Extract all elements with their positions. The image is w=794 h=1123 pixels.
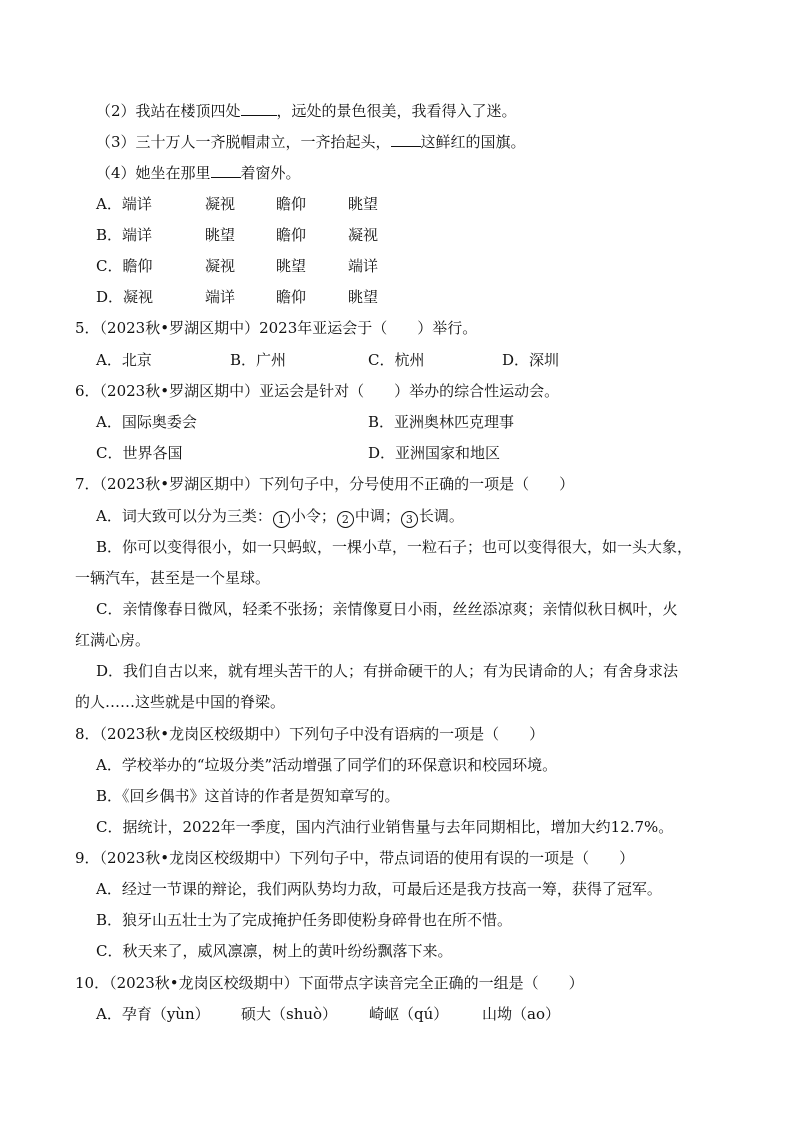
q10-option-a-w3: 崎岖（qú） [369,1005,449,1023]
sentence-2 [96,100,517,121]
q7-option-b-line-1: B．你可以变得很小，如一只蚂蚁，一棵小草，一粒石子；也可以变得很大，如一头大象， [96,538,693,556]
q5-option-d: D．深圳 [502,351,560,369]
question-10-options [96,1004,696,1024]
sentence-2-part-a: （2）我站在楼顶四处 [96,102,241,120]
q4-option-c-w4: 端详 [348,257,379,275]
q7-option-b-line-2: 一辆汽车，甚至是一个星球。 [75,569,271,587]
sentence-2-part-b: ，远处的景色很美，我看得入了迷。 [276,102,517,120]
sentence-4-part-b: 着窗外。 [240,164,301,182]
q9-option-c: C．秋天来了，威风凛凛，树上的黄叶纷纷飘落下来。 [96,942,453,960]
question-8-stem: 8．（2023秋•龙岗区校级期中）下列句子中没有语病的一项是（ ） [75,725,545,743]
fill-blank [241,100,277,116]
q9-option-a: A．经过一节课的辩论，我们两队势均力敌，可最后还是我方技高一筹，获得了冠军。 [96,880,662,898]
circled-number-2: 2 [337,511,354,528]
q4-option-b-w1: B．端详 [96,226,153,244]
q7-option-a-item-3: 长调。 [418,507,464,525]
question-6-stem: 6．（2023秋•罗湖区期中）亚运会是针对（ ）举办的综合性运动会。 [75,382,560,400]
q7-option-a-text: A．词大致可以分为三类： [96,507,272,525]
q4-option-b-w2: 眺望 [205,226,236,244]
q4-option-row [96,287,496,307]
q4-option-d-w1: D．凝视 [96,288,154,306]
q10-option-a-w2: 硕大（shuò） [241,1005,338,1023]
q6-option-a: A．国际奥委会 [96,413,197,431]
sentence-3-part-a: （3）三十万人一齐脱帽肃立，一齐抬起头， [96,133,391,151]
question-7-stem: 7．（2023秋•罗湖区期中）下列句子中，分号使用不正确的一项是（ ） [75,475,575,493]
circled-number-3: 3 [401,511,418,528]
q4-option-a-w4: 眺望 [348,195,379,213]
q6-option-d: D．亚洲国家和地区 [368,444,501,462]
q4-option-b-w4: 凝视 [348,226,379,244]
q7-option-a-item-2: 中调； [354,507,400,525]
q5-option-a: A．北京 [96,351,152,369]
question-6-options-row-2 [96,443,696,463]
q10-option-a-w4: 山坳（ao） [482,1005,560,1023]
question-5-options [96,350,696,370]
circled-number-1: 1 [273,511,290,528]
q7-option-a-item-1: 小令； [290,507,336,525]
fill-blank [211,162,241,178]
q4-option-c-w2: 凝视 [205,257,236,275]
q6-option-b: B．亚洲奥林匹克理事 [368,413,515,431]
sentence-4 [96,162,301,183]
q8-option-c: C．据统计，2022年一季度，国内汽油行业销售量与去年同期相比，增加大约12.7%。 [96,818,674,836]
q7-option-a [96,506,464,528]
sentence-3 [96,131,526,152]
q4-option-d-w3: 瞻仰 [276,288,307,306]
q7-option-c-line-2: 红满心房。 [75,631,151,649]
q7-option-d-line-2: 的人……这些就是中国的脊梁。 [75,693,286,711]
q4-option-row [96,194,496,214]
q10-option-a-w1: A．孕育（yùn） [96,1005,210,1023]
q5-option-c: C．杭州 [368,351,425,369]
question-9-stem: 9．（2023秋•龙岗区校级期中）下列句子中，带点词语的使用有误的一项是（ ） [75,849,635,867]
q4-option-d-w4: 眺望 [348,288,379,306]
q9-option-b: B．狼牙山五壮士为了完成掩护任务即使粉身碎骨也在所不惜。 [96,911,513,929]
q4-option-b-w3: 瞻仰 [276,226,307,244]
fill-blank [391,131,421,147]
q4-option-a-w1: A．端详 [96,195,152,213]
q5-option-b: B．广州 [230,351,287,369]
q4-option-d-w2: 端详 [205,288,236,306]
sentence-3-part-b: 这鲜红的国旗。 [420,133,526,151]
q7-option-d-line-1: D．我们自古以来，就有埋头苦干的人；有拼命硬干的人；有为民请命的人；有舍身求法 [96,662,679,680]
q6-option-c: C．世界各国 [96,444,183,462]
q4-option-a-w2: 凝视 [205,195,236,213]
q4-option-c-w3: 眺望 [276,257,307,275]
question-10-stem: 10．（2023秋•龙岗区校级期中）下面带点字读音完全正确的一组是（ ） [75,974,584,992]
question-6-options-row-1 [96,412,696,432]
q4-option-a-w3: 瞻仰 [276,195,307,213]
q4-option-row [96,225,496,245]
sentence-4-part-a: （4）她坐在那里 [96,164,211,182]
q8-option-a: A．学校举办的“垃圾分类”活动增强了同学们的环保意识和校园环境。 [96,756,558,774]
q4-option-c-w1: C．瞻仰 [96,257,153,275]
q7-option-c-line-1: C．亲情像春日微风，轻柔不张扬；亲情像夏日小雨，丝丝添凉爽；亲情似秋日枫叶，火 [96,600,678,618]
question-5-stem: 5．（2023秋•罗湖区期中）2023年亚运会于（ ）举行。 [75,319,478,337]
q4-option-row [96,256,496,276]
q8-option-b: B．《回乡偶书》这首诗的作者是贺知章写的。 [96,787,400,805]
